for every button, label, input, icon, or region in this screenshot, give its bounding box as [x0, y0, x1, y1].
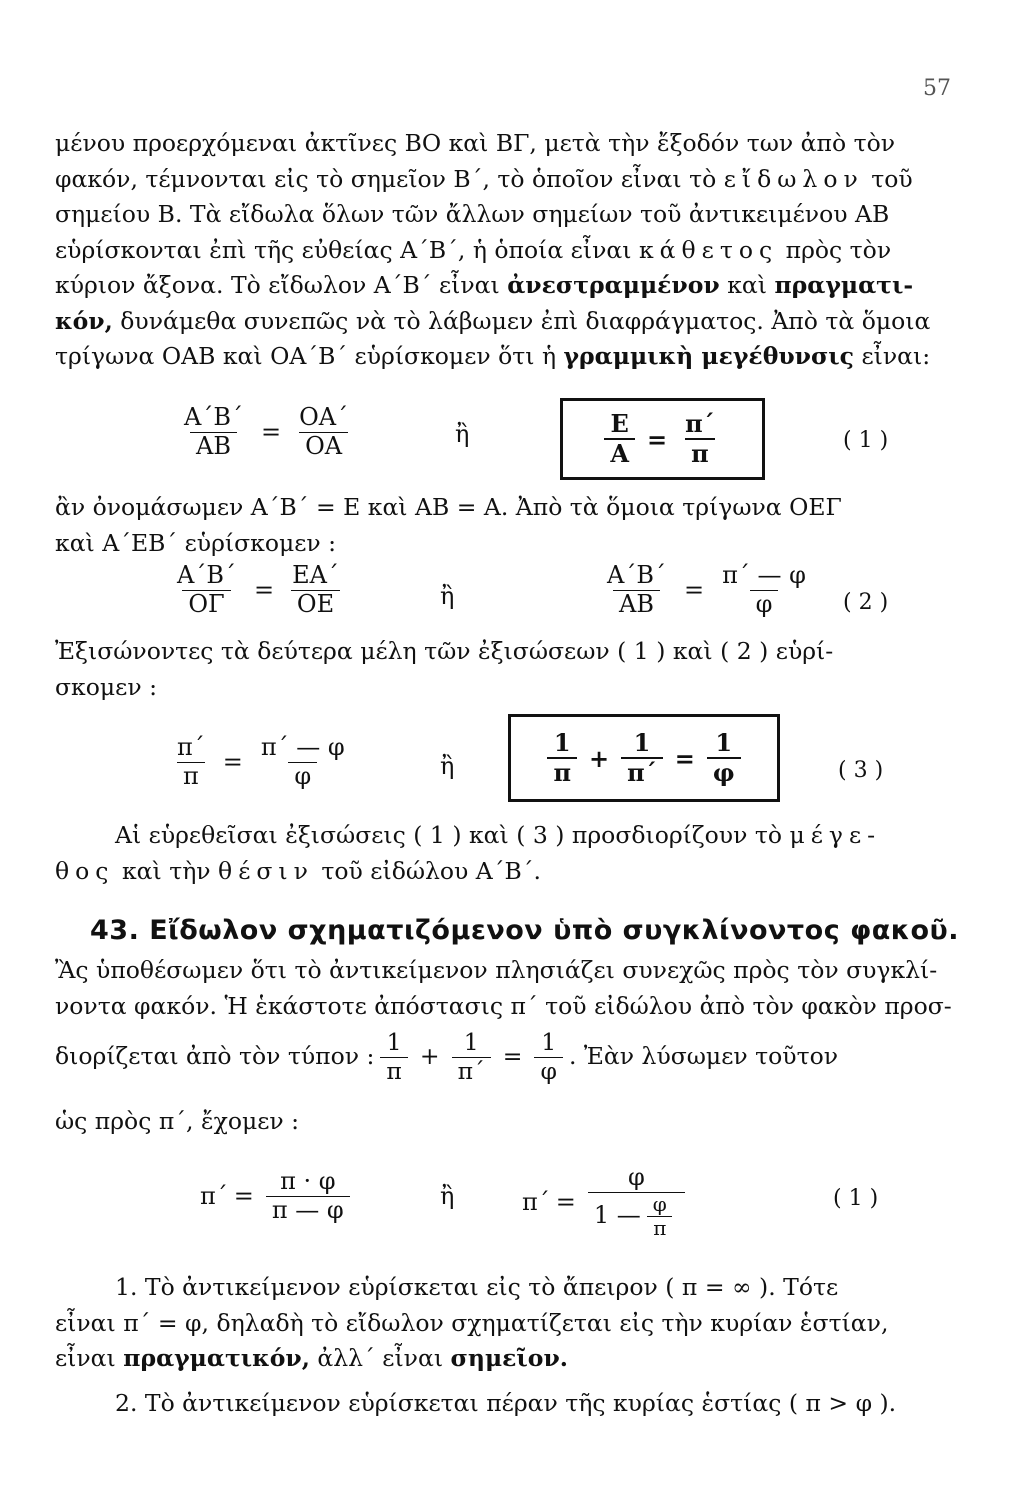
equation-number-2: ( 2 ) — [843, 590, 889, 615]
fraction: $\frac{OA΄}{OA}$ — [299, 403, 349, 460]
text-line: μένου προερχόμεναι ἀκτῖνες ΒΟ καὶ ΒΓ, μετὰ τὴν ἔξοδόν των ἀπὸ τὸν — [55, 129, 895, 157]
text-line: Αἱ εὑρεθεῖσαι ἐξισώσεις ( 1 ) καὶ ( 3 ) προσδιορίζουν τὸ μέγε- — [115, 821, 882, 849]
fraction: $\frac{1}{\varphi}$ — [534, 1029, 562, 1084]
fraction: $\frac{1}{\pi}$ — [547, 729, 577, 786]
equation-number-3: ( 3 ) — [838, 758, 884, 783]
fraction: $\frac{1}{\varphi}$ — [707, 729, 741, 786]
equation-4-left: π΄ = $\frac{\pi \cdot \varphi}{\pi — \varphi}$ — [200, 1168, 356, 1224]
text-line: 2. Τὸ ἀντικείμενον εὑρίσκεται πέραν τῆς κυρίας ἑστίας ( π > φ ). — [115, 1389, 897, 1417]
boxed-equation-1: $\frac{E}{A}$ = $\frac{\pi΄}{\pi}$ — [560, 398, 765, 480]
or-word: ἢ — [440, 752, 455, 780]
text-line: ὡς πρὸς π΄, ἔχομεν : — [55, 1107, 300, 1135]
equation-2-left: $\frac{A΄B΄}{O\Gamma}$ = $\frac{EA΄}{OE}$ — [165, 562, 351, 618]
fraction: $\frac{\pi΄ — \varphi}{\varphi}$ — [722, 561, 806, 618]
text-line: Ἐξισώνοντες τὰ δεύτερα μέλη τῶν ἐξισώσεων ( 1 ) καὶ ( 2 ) εὑρί- — [55, 637, 834, 665]
paragraph-2 — [55, 490, 975, 561]
text-line: 1. Τὸ ἀντικείμενον εὑρίσκεται εἰς τὸ ἄπειρον ( π = ∞ ). Τότε — [115, 1273, 839, 1301]
equation-1-left: $\frac{A΄B΄}{AB}$ = $\frac{OA΄}{OA}$ — [172, 404, 360, 460]
page-number: 57 — [923, 76, 951, 101]
fraction: $\frac{\pi΄ — \varphi}{\varphi}$ — [260, 733, 345, 790]
fraction: $\frac{\varphi}{\pi}$ — [647, 1193, 673, 1240]
text-line: εἶναι πραγματικόν, ἀλλ΄ εἶναι σημεῖον. — [55, 1344, 568, 1372]
fraction: $\frac{A΄B΄}{AB}$ — [607, 561, 666, 618]
or-word: ἢ — [440, 1182, 455, 1210]
paragraph-3 — [55, 634, 975, 705]
section-title: 43. Εἴδωλον σχηματιζόμενον ὑπὸ συγκλίνοντος φακοῦ. — [90, 915, 959, 946]
boxed-equation-3: $\frac{1}{\pi}$ + $\frac{1}{\pi΄}$ = $\frac{1}{\varphi}$ — [508, 714, 780, 802]
or-word: ἢ — [455, 420, 470, 448]
or-word: ἢ — [440, 582, 455, 610]
fraction: $\frac{\pi΄}{\pi}$ — [177, 733, 205, 790]
paragraph-4 — [55, 818, 975, 889]
paragraph-7 — [55, 1386, 975, 1422]
text-line: τρίγωνα ΟΑΒ καὶ ΟΑ΄Β΄ εὑρίσκομεν ὅτι ἡ γραμμικὴ μεγέθυνσις εἶναι: — [55, 342, 931, 370]
fraction: φ 1 — $\frac{\varphi}{\pi}$ — [588, 1164, 685, 1240]
equation-4-right: π΄ = φ 1 — $\frac{\varphi}{\pi}$ — [522, 1164, 691, 1240]
text-line: κύριον ἄξονα. Τὸ εἴδωλον Α΄Β΄ εἶναι ἀνεστραμμένον καὶ πραγματι- — [55, 271, 914, 299]
fraction: $\frac{\pi \cdot \varphi}{\pi — \varphi}$ — [266, 1168, 350, 1224]
text-line: καὶ Α΄ΕΒ΄ εὑρίσκομεν : — [55, 528, 337, 557]
text-line: σημείου Β. Τὰ εἴδωλα ὅλων τῶν ἄλλων σημείων τοῦ ἀντικειμένου ΑΒ — [55, 200, 890, 228]
fraction: $\frac{E}{A}$ — [604, 410, 635, 467]
equation-3-left: $\frac{\pi΄}{\pi}$ = $\frac{\pi΄ — \varphi}{\varphi}$ — [165, 734, 357, 790]
fraction: $\frac{A΄B΄}{O\Gamma}$ — [177, 561, 236, 618]
fraction: $\frac{EA΄}{OE}$ — [292, 561, 339, 618]
text-line: εὑρίσκονται ἐπὶ τῆς εὐθείας Α΄Β΄, ἡ ὁποία εἶναι κάθετος πρὸς τὸν — [55, 235, 892, 264]
text-line: φακόν, τέμνονται εἰς τὸ σημεῖον Β΄, τὸ ὁποῖον εἶναι τὸ εἴδωλον τοῦ — [55, 164, 913, 193]
paragraph-5 — [55, 953, 975, 1140]
paragraph-1 — [55, 126, 975, 375]
text-line: εἶναι π΄ = φ, δηλαδὴ τὸ εἴδωλον σχηματίζεται εἰς τὴν κυρίαν ἑστίαν, — [55, 1308, 889, 1337]
fraction: $\frac{1}{\pi}$ — [380, 1029, 407, 1084]
fraction: $\frac{1}{\pi΄}$ — [452, 1029, 491, 1084]
text-line: Ἂς ὑποθέσωμεν ὅτι τὸ ἀντικείμενον πλησιάζει συνεχῶς πρὸς τὸν συγκλί- — [55, 956, 938, 984]
text-line: κόν, δυνάμεθα συνεπῶς νὰ τὸ λάβωμεν ἐπὶ διαφράγματος. Ἀπὸ τὰ ὅμοια — [55, 306, 931, 335]
equation-2-right: $\frac{A΄B΄}{AB}$ = $\frac{\pi΄ — \varphi}{\varphi}$ — [595, 562, 818, 618]
paragraph-6 — [55, 1270, 975, 1377]
equation-number-4: ( 1 ) — [833, 1186, 879, 1211]
text-line: νοντα φακόν. Ἡ ἑκάστοτε ἀπόστασις π΄ τοῦ εἰδώλου ἀπὸ τὸν φακὸν προσ- — [55, 991, 952, 1020]
fraction: $\frac{1}{\pi΄}$ — [621, 729, 663, 786]
fraction: $\frac{A΄B΄}{AB}$ — [184, 403, 243, 460]
text-line: θος καὶ τὴν θέσιν τοῦ εἰδώλου Α΄Β΄. — [55, 856, 542, 885]
text-line: διορίζεται ἀπὸ τὸν τύπον : $\frac{1}{\pi}$ + $\frac{1}{\pi΄}$ = $\frac{1}{\varphi}$ . Ἐὰν λύσωμεν τοῦτον — [55, 1028, 839, 1085]
equation-number-1: ( 1 ) — [843, 428, 889, 453]
text-line: ἂν ὀνομάσωμεν Α΄Β΄ = Ε καὶ ΑΒ = Α. Ἀπὸ τὰ ὅμοια τρίγωνα ΟΕΓ — [55, 493, 842, 521]
text-line: σκομεν : — [55, 672, 157, 701]
fraction: $\frac{\pi΄}{\pi}$ — [685, 409, 715, 468]
